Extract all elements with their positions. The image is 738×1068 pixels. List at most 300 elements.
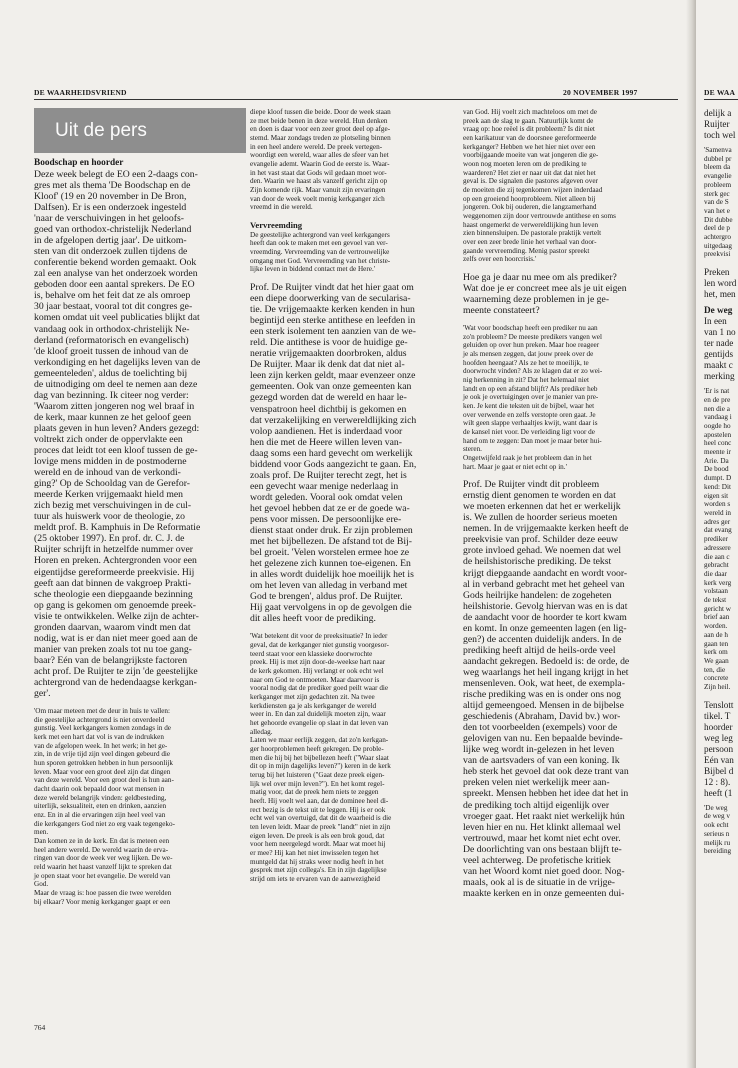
text-line: probleem xyxy=(704,180,732,189)
text-line: de aandacht voor de hoorder te kort kwam xyxy=(463,611,627,623)
text-line: steren. xyxy=(463,445,482,454)
text-line: het gelezene zich kunnen toe-eigenen. En xyxy=(250,558,411,570)
text-line: vroeger gaat. Het raakt niet werkelijk hún xyxy=(463,810,625,822)
text-line: de kerk, maar kunnen ze het geloof geen xyxy=(34,411,192,423)
column-1 xyxy=(34,108,246,906)
text-line: den. Waarin we haast als vanzelf gericht zijn op xyxy=(250,177,388,186)
text-line: vertrouwd, maar het komt niet echt over. xyxy=(463,832,621,844)
text-line: weer in. En dan zal duidelijk moeten zijn, waar xyxy=(250,710,386,719)
text-line: aan de h xyxy=(704,630,728,639)
text-line: leen zijn kerken geldt, maar evenzeer onze xyxy=(250,370,416,382)
text-line: in het vast staat dat Gods wil gedaan moet wor- xyxy=(250,168,387,177)
text-line: mensenleven. Ook, wat heet, de exempla- xyxy=(463,678,625,689)
text-line: dienst staat onder druk. Er zijn problemen xyxy=(250,525,413,537)
text-line: vraag op: hoe reëel is dit probleem? Is dit niet xyxy=(463,125,595,134)
text-line: achtergrond van de hedendaagse kerkgan- xyxy=(34,677,197,688)
col3-body-1 xyxy=(463,272,678,316)
text-line: al in verband gebracht met het geheel van xyxy=(463,578,625,590)
text-line: van 1 no xyxy=(704,327,736,338)
col2-quote-top xyxy=(250,108,455,212)
text-line: De bood xyxy=(704,465,729,474)
column-2 xyxy=(250,108,455,883)
text-line: evangelie xyxy=(704,172,732,181)
text-line: plaats geven in hun leven? Anders gezegd: xyxy=(34,422,200,434)
column-3 xyxy=(463,108,678,899)
text-line: uiterlijk, seksualiteit, eten en drinken, aanzien xyxy=(34,802,167,811)
text-line: merking xyxy=(704,371,735,382)
text-line: Tenslott xyxy=(704,699,734,710)
text-line: evangelie ademt. Waarin God de eerste is. Waar- xyxy=(250,159,390,168)
text-line: preek aan de slag te gaan. Natuurlijk komt de xyxy=(463,116,594,125)
text-line: is, behalve om het feit dat ze als omroep xyxy=(34,290,191,302)
col1-quote-2 xyxy=(34,837,246,906)
text-line: Dalfsen). Er is een onderzoek ingesteld xyxy=(34,201,187,213)
text-line: vooral nodig dat de prediker goed peilt waar die xyxy=(250,684,389,693)
text-line: jongeren. Ook bij ouderen, die langzamerhand xyxy=(463,203,597,212)
text-line: de uitnodiging om deel te nemen aan deze xyxy=(34,378,198,390)
text-line: kerk verg xyxy=(704,578,732,587)
text-line: weg waarlangs het heil ingang krijgt in het xyxy=(463,666,629,678)
text-line: ook echt xyxy=(704,821,729,830)
text-line: landt en op een afstand blijft? Als prediker heb xyxy=(463,384,598,393)
text-line: spreekt. Mensen hebben het idee dat het in xyxy=(463,788,629,800)
text-line: waarderen? Het ziet er naar uit dat dat niet het xyxy=(463,168,596,177)
text-line: gronden daarvan, waarom vindt men dat xyxy=(34,621,191,633)
text-line: sche theologie een diepgaande bezinning xyxy=(34,588,193,600)
text-line: ten, die xyxy=(704,665,726,674)
text-line: venspatroon heel dichtbij is gekomen en xyxy=(250,403,407,415)
text-line: gemeenten. Ook van onze gemeenten kan xyxy=(250,381,412,393)
text-line: en de pre xyxy=(704,395,731,404)
text-line: Preken xyxy=(704,267,730,278)
text-line: gebracht xyxy=(704,561,729,570)
text-line: rische prediking was en is onder ons nog xyxy=(463,689,621,701)
text-line: komen omdat uit veel publicaties blijkt dat xyxy=(34,312,200,324)
text-line: strijd om iets te ervaren van de aanwezigheid xyxy=(250,874,380,883)
text-line: en komt. In onze gemeenten lagen (en lig- xyxy=(463,622,627,634)
spill-a xyxy=(704,108,738,141)
text-line: De doorlichting van ons bestaan blijft te- xyxy=(463,843,622,855)
text-line: persoon xyxy=(704,743,734,754)
text-line: meerde Kerken vrijgemaakt hield men xyxy=(34,489,184,501)
text-line: woon nog moeten leren om de prediking te xyxy=(463,159,587,168)
text-line: die aan c xyxy=(704,552,730,561)
text-line: ringen van door de week ver weg lijken. De we- xyxy=(34,854,173,863)
text-line: 'Samenva xyxy=(704,146,732,154)
text-line: Horen en preken. Achtergronden voor een xyxy=(34,555,197,567)
text-line: prediking heeft altijd de heils-orde veel xyxy=(463,644,616,656)
section-banner: Uit de pers xyxy=(34,108,246,153)
text-line: nen die a xyxy=(704,404,730,413)
text-line: preken velen niet werkelijk meer aan- xyxy=(463,777,610,789)
text-line: dubbel pr xyxy=(704,154,732,163)
text-line: delijk a xyxy=(704,108,732,118)
text-line: deel de p xyxy=(704,224,730,233)
text-line: 'Wat betekent dit voor de preeksituatie? In ieder xyxy=(250,632,388,641)
text-line: begintijd een sterke antithese en leefden in xyxy=(250,315,416,327)
text-line: Laten we maar eerlijk zeggen, dat zo'n kerkgan- xyxy=(250,736,389,745)
text-line: rect bezig is de tekst uit te leggen. Hij is er ook xyxy=(250,805,386,814)
text-line: meente constateert? xyxy=(463,304,540,316)
text-line: tuur als huiswerk voor de theologie, zo xyxy=(34,511,185,523)
text-line: teerd staat voor een klassieke doorwrochte xyxy=(250,649,373,658)
text-line: sterk gec xyxy=(704,189,730,198)
text-line: hen die met de Heere willen leven van- xyxy=(250,436,402,448)
text-line: ter nade xyxy=(704,338,734,349)
text-line: apostelen xyxy=(704,430,732,439)
text-line: bel groeit. 'Velen worstelen ermee hoe ze xyxy=(250,547,410,559)
text-line: omgang met God. Vervreemding van het christe- xyxy=(250,256,391,265)
text-line: eigentijdse gereformeerde preekvisie. Hij xyxy=(34,566,195,578)
text-line: hand om te zeggen: Dan moet je maar beter hui- xyxy=(463,436,602,445)
spill-g xyxy=(704,804,738,856)
text-line: Wat doe je er concreet mee als je uit eigen xyxy=(463,282,627,294)
text-line: volop aandienen. Het is inderdaad voor xyxy=(250,425,403,437)
text-line: het gehoorde evangelie op slaat in dat leven van xyxy=(250,719,389,728)
text-line: 'Wat voor boodschap heeft een prediker nu aan xyxy=(463,324,598,332)
text-line: melijk ru xyxy=(704,838,731,847)
col3-body-2 xyxy=(463,479,678,899)
text-line: geluiden op over hun preken. Maar hoe reageer xyxy=(463,341,600,350)
text-line: over een zeer brede linie het verhaal van door- xyxy=(463,237,597,246)
text-line: De geestelijke achtergrond van veel kerkgangers xyxy=(250,230,390,239)
text-line: die geestelijke achtergrond is niet onverdeeld xyxy=(34,715,165,724)
text-line: terug bij het luisteren ("Gaat deze preek eigen- xyxy=(250,770,385,779)
text-line: de kerk gekomen. Hij verlangt er ook echt wel xyxy=(250,667,384,676)
spill-heading: De weg xyxy=(704,305,733,316)
text-line: die daar xyxy=(704,569,727,578)
text-line: Dit dubbe xyxy=(704,215,733,224)
text-line: gunstig. Veel kerkgangers komen zondags in de xyxy=(34,724,171,733)
text-line: enz. En in al die ervaringen zijn heel veel van xyxy=(34,810,166,819)
text-line: matig voor, dat de preek hem niets te zeggen xyxy=(250,788,379,797)
text-line: Dan komen ze in de kerk. En dat is meteen een xyxy=(34,836,170,845)
text-line: zo'n probleem? De meeste predikers vangen wel xyxy=(463,332,602,341)
text-line: hoofden heengaat? Als ze het te moeilijk, te xyxy=(463,358,589,367)
text-line: 'Er is nat xyxy=(704,387,730,396)
text-line: leven hier en nu. Het klinkt allemaal wel xyxy=(463,821,621,833)
text-line: echt wel van overtuigd, dat dit de waarheid is die xyxy=(250,814,392,823)
text-line: de tekst xyxy=(704,596,727,605)
text-line: aandacht gekregen. Bedoeld is: de orde, de xyxy=(463,655,630,667)
text-line: heel conc xyxy=(704,439,732,448)
text-line: wilt geen slappe verhaaltjes kwijt, want daar is xyxy=(463,419,598,428)
text-line: vreemding. Vervreemding van de vertrouwelijke xyxy=(250,248,390,257)
text-line: lijk wel over mijn leven?"). En het komt regel- xyxy=(250,779,385,788)
text-line: pens voor missen. De persoonlijke ere- xyxy=(250,513,402,525)
spill-f xyxy=(704,700,738,799)
text-line: altijd gemeengoed. Mensen in de bijbelse xyxy=(463,700,624,712)
text-line: reld. Die antithese is voor de huidige ge- xyxy=(250,337,408,349)
text-line: serieus n xyxy=(704,829,730,838)
text-line: een karikatuur van de doorsnee gereformeerde xyxy=(463,133,597,142)
header-rule-next xyxy=(704,99,738,100)
text-line: 'De weg xyxy=(704,803,728,812)
text-line: vreemd in die wereld. xyxy=(250,203,313,212)
text-line: in alles wordt duidelijk hoe moeilijk het is xyxy=(250,569,414,581)
text-line: op gang is gekomen om genoemde preek- xyxy=(34,599,196,611)
text-line: kerk met een hart dat vol is van de indrukken xyxy=(34,733,164,742)
text-line: deze wereld belangrijk vinden: geldbesteding, xyxy=(34,793,167,802)
text-line: meente ir xyxy=(704,448,731,457)
text-line: haast ongemerkt de verwereldlijking hun leven xyxy=(463,220,599,229)
text-line: heel andere wereld. De wereld waarin de erva- xyxy=(34,845,169,854)
text-line: weg leg xyxy=(704,732,733,743)
text-line: grote invloed gehad. We noemen dat wel xyxy=(463,545,622,557)
text-line: daag soms een hard gevecht om werkelijk xyxy=(250,447,413,459)
text-line: worden. xyxy=(704,622,728,631)
text-line: gericht w xyxy=(704,604,731,613)
text-line: geschiedenis (Abraham, David bv.) wor- xyxy=(463,711,621,723)
text-line: in de afgelopen dertig jaar'. De uitkom- xyxy=(34,235,187,247)
text-line: proces dat leidt tot een kloof tussen de ge- xyxy=(34,445,198,457)
text-line: 'de kloof groeit tussen de inhoud van de xyxy=(34,345,189,357)
text-line: de prediking toch altijd eigenlijk over xyxy=(463,799,610,811)
text-line: maakte kerken en in onze gemeenten dui- xyxy=(463,887,625,899)
text-line: nemen. In de vrijgemaakte kerken heeft de xyxy=(463,523,629,535)
spill-d xyxy=(704,316,738,382)
text-line: ging?' Op de Schooldag van de Gerefor- xyxy=(34,478,190,490)
text-line: tikel. T xyxy=(704,710,731,721)
text-line: conferentie bekend worden gemaakt. Ook xyxy=(34,257,197,269)
text-line: Hoe ga je daar nu mee om als prediker? xyxy=(463,271,617,283)
text-line: dag van bezinning. Ik citeer nog verder: xyxy=(34,389,189,401)
text-line: ger hoorproblemen heeft gekregen. De proble- xyxy=(250,744,384,753)
text-line: preekvisie van prof. Schilder deze eeuw xyxy=(463,534,618,546)
header-publication: DE WAARHEIDSVRIEND xyxy=(34,88,127,97)
text-line: gelovigen van nu. Een bepaalde bevinde- xyxy=(463,733,623,745)
text-line: kerkganger met zijn gedachten zit. Na twee xyxy=(250,693,375,702)
text-line: lijke leven in biddend contact met de Here.' xyxy=(250,265,376,274)
text-line: In een xyxy=(704,316,727,327)
col3-quote-mid xyxy=(463,324,678,471)
text-line: dat evang xyxy=(704,526,732,535)
text-line: stemd. Maar zondags treden ze plotseling binnen xyxy=(250,133,391,142)
text-line: eigen leven. De preek is als een brok goud, dat xyxy=(250,831,385,840)
page-spine xyxy=(686,0,696,1068)
text-line: ze met beide benen in deze wereld. Hun denken xyxy=(250,116,388,125)
text-line: veel achterweg. De profetische kritiek xyxy=(463,854,611,866)
header-rule xyxy=(34,99,678,100)
text-line: gezegd worden dat de wereld en haar le- xyxy=(250,392,407,404)
text-line: waarneming deze problemen in je ge- xyxy=(463,293,610,305)
text-line: Ruijter schrijft in hetzelfde nummer over xyxy=(34,544,193,556)
text-line: gen?) de accenten duidelijk anders. In de xyxy=(463,633,622,645)
text-line: preek. Hij is met zijn door-de-weekse hart naar xyxy=(250,658,386,667)
text-line: heilshistorie. Gevolg hiervan was en is dat xyxy=(463,600,628,612)
article-heading: Boodschap en hoorder xyxy=(34,158,124,168)
text-line: achtergro xyxy=(704,233,732,242)
text-line: maakt c xyxy=(704,360,733,371)
col1-quote-1 xyxy=(34,707,246,837)
text-line: er mee? Hij kan het niet inwisselen tegen het xyxy=(250,848,379,857)
text-line: in een heel andere wereld. De preek vertegen- xyxy=(250,142,383,151)
text-line: van door de week voelt menig kerkganger zich xyxy=(250,194,385,203)
text-line: brief aan xyxy=(704,613,730,622)
col2-body xyxy=(250,282,455,624)
text-line: nodig, wat is er dan niet meer goed aan de xyxy=(34,632,198,644)
text-line: volstaan xyxy=(704,587,728,596)
text-line: dacht daarin ook bepaald door wat mensen in xyxy=(34,785,165,793)
text-line: prediker xyxy=(704,535,728,544)
text-line: goed van orthodox-christelijk Nederland xyxy=(34,224,192,236)
text-line: neratie vrijgemaakten doorbroken, aldus xyxy=(250,348,407,360)
text-line: op een groeiend hoorprobleem. Niet alleen bij xyxy=(463,194,596,203)
text-line: men. xyxy=(34,828,49,837)
text-line: Hij gaat vervolgens in op de gevolgen die xyxy=(250,602,412,614)
text-line: Kloof' (19 en 20 november in De Bron, xyxy=(34,190,187,202)
text-line: acht prof. De Ruijter te zijn 'de geestelijke xyxy=(34,665,198,677)
text-line: de weg v xyxy=(704,812,730,821)
text-line: die kerkgangers God niet zo erg vaak tegengeko- xyxy=(34,819,175,828)
text-line: Arie. Da xyxy=(704,456,729,465)
text-line: zoals prof. De Ruijter terecht zegt, het is xyxy=(250,469,407,481)
col1-body xyxy=(34,169,246,699)
text-line: naar om God te ontmoeten. Maar daarvoor is xyxy=(250,675,380,684)
text-line: wereld in xyxy=(704,508,731,517)
text-line: Zijn komende rijk. Maar vanuit zijn ervaringen xyxy=(250,185,386,194)
text-line: baar? Eén van de belangrijkste factoren xyxy=(34,654,188,666)
text-line: wereld en de inhoud van de verkondi- xyxy=(34,467,181,479)
text-line: gaan ten xyxy=(704,639,729,648)
text-line: dumpt. D xyxy=(704,474,732,483)
text-line: om het leven van alledag in verband met xyxy=(250,580,408,592)
text-line: adres ger xyxy=(704,517,731,526)
text-line: Prof. De Ruijter vindt dit probleem xyxy=(463,479,600,491)
text-line: de heilshistorische prediking. De tekst xyxy=(463,556,612,568)
header-date: 20 NOVEMBER 1997 xyxy=(563,88,638,97)
spill-c xyxy=(704,267,738,300)
text-line: van de afgelopen week. In het werk; in het ge- xyxy=(34,741,168,750)
text-line: heeft (1 xyxy=(704,787,733,798)
text-line: 'naar de verschuivingen in het geloofs- xyxy=(34,213,184,225)
text-line: heeft dan ook te maken met een gevoel van ver- xyxy=(250,239,388,248)
facing-page-column xyxy=(704,108,738,856)
text-line: krijgt diepgaande aandacht en wordt voor- xyxy=(463,567,628,579)
text-line: ger'. xyxy=(34,688,51,700)
text-line: voltrekt zich onder de oppervlakte een xyxy=(34,433,183,445)
text-line: Bijbel d xyxy=(704,765,734,776)
text-line: biddend voor Gods aangezicht te gaan. En, xyxy=(250,458,417,470)
text-line: zien binnensluipen. De pastorale praktijk vertelt xyxy=(463,229,602,238)
text-line: hun sporen getrokken hebben in hun persoonlijk xyxy=(34,759,173,768)
text-line: het, men xyxy=(704,289,736,300)
text-line: doorwrocht vinden? Als ze klagen dat er zo wei- xyxy=(463,367,603,376)
text-line: we moeten erkennen dat het er werkelijk xyxy=(463,501,621,513)
text-line: visie te ontwikkelen. Welke zijn de achter- xyxy=(34,610,199,622)
text-line: Eén van xyxy=(704,754,734,765)
text-line: kerkdiensten ga je als kerkganger de wereld xyxy=(250,701,377,710)
text-line: De Ruijter. Maar ik denk dat dat niet al- xyxy=(250,359,405,371)
text-line: geval is. De signalen die pastores afgeven over xyxy=(463,177,598,186)
text-line: woordigt een wereld, waar alles de sfeer van het xyxy=(250,151,389,160)
col2-quote-sub xyxy=(250,231,455,274)
text-line: ten leven leidt. Maar de preek "landt" niet in zijn xyxy=(250,822,391,831)
text-line: meldt prof. B. Kamphuis in De Reformatie xyxy=(34,522,201,534)
text-line: adressere xyxy=(704,543,731,552)
text-line: bereiding xyxy=(704,847,732,856)
text-line: geboden door een aantal sprekers. De EO xyxy=(34,279,195,291)
text-line: heb sterk het gevoel dat ook deze trant van xyxy=(463,766,629,778)
spill-e xyxy=(704,387,738,692)
text-line: 12 : 8). xyxy=(704,776,731,787)
text-line: Maar de vraag is: hoe passen die twee werelden xyxy=(34,888,172,897)
text-line: dit alles heeft voor de prediking. xyxy=(250,613,376,625)
text-line: (25 oktober 1997). En prof. dr. C. J. de xyxy=(34,533,185,545)
text-line: je als mensen zeggen, dat jouw preek over de xyxy=(463,349,594,358)
text-line: zin, in de vrije tijd zijn veel dingen gebeurd die xyxy=(34,750,171,759)
header-next-page: DE WAA xyxy=(704,88,736,97)
text-line: alledag. xyxy=(250,727,273,736)
text-line: vandaag ook in orthodox-christelijk Ne- xyxy=(34,323,190,335)
text-line: ernstig dient genomen te worden en dat xyxy=(463,490,616,502)
text-line: een gevecht waar menige nederlaag in xyxy=(250,480,399,492)
text-line: ken. Je kent die teksten uit de bijbel, waar het xyxy=(463,401,595,410)
text-line: dat verzakelijking en verwereldlijking zich xyxy=(250,414,417,426)
text-line: een diepe doorwerking van de secularisa- xyxy=(250,293,411,305)
text-line: wordt geleden. Vooral ook omdat velen xyxy=(250,491,403,503)
text-line: gentijds xyxy=(704,349,734,360)
text-line: eigen sit xyxy=(704,491,729,500)
text-line: sten van dit onderzoek zullen tijdens de xyxy=(34,246,188,258)
text-line: zelfs over een hoorcrisis.' xyxy=(463,255,537,264)
text-line: Prof. De Ruijter vindt dat het hier gaat om xyxy=(250,282,414,293)
text-line: gemeenteleden', aldus de toelichting bij xyxy=(34,367,188,379)
text-line: kerk om xyxy=(704,648,728,657)
text-line: preekvisi xyxy=(704,250,731,259)
text-line: de kansel niet voor. De verleiding ligt voor de xyxy=(463,427,595,436)
text-line: en doen is daar voor een zeer groot deel op afge- xyxy=(250,125,391,134)
page-number: 764 xyxy=(34,1023,46,1032)
text-line: manier van preken zoals tot nu toe gang- xyxy=(34,643,192,655)
text-line: Zijn heil. xyxy=(704,683,731,692)
text-line: van God. Hij voelt zich machteloos om met de xyxy=(463,108,597,116)
text-line: van de aartsvaders of van een koning. Ik xyxy=(463,755,620,767)
text-line: 'Waarom zitten jongeren nog wel braaf in xyxy=(34,400,195,412)
subheading-vervreemding: Vervreemding xyxy=(250,219,303,230)
text-line: concrete xyxy=(704,674,729,683)
text-line: de moeiten die zij tegenkomen wijzen inderdaad xyxy=(463,185,603,194)
col2-quote-bottom xyxy=(250,632,455,883)
text-line: vandaag i xyxy=(704,413,732,422)
text-line: voorbijgaande moeite van wat jongeren die ge- xyxy=(463,151,599,160)
text-line: het gevoel hebben dat ze er de goede wa- xyxy=(250,502,410,514)
text-line: geval, dat de kerkganger niet gunstig voorgesor- xyxy=(250,641,389,650)
text-line: bij elkaar? Voor menig kerkganger gaapt er een xyxy=(34,897,171,906)
text-line: voor hem neergelegd wordt. Maar wat moet hij xyxy=(250,840,386,849)
text-line: weggenomen zijn door vertrouwde antithese en soms xyxy=(463,211,616,220)
text-line: je ook je overtuigingen over je manier van pre- xyxy=(463,393,599,402)
spill-b xyxy=(704,146,738,259)
text-line: God. xyxy=(34,880,49,889)
text-line: Gods heilrijke handelen: de zogeheten xyxy=(463,589,612,601)
text-line: lovige mens midden in de postmoderne xyxy=(34,456,187,468)
text-line: 'Om maar meteen met de deur in huis te vallen: xyxy=(34,707,171,716)
text-line: van deze wereld. Voor een groot deel is hun aan- xyxy=(34,776,174,785)
text-line: zal een analyse van het onderzoek worden xyxy=(34,268,198,280)
text-line: kerkganger? Hebben we het hier niet over een xyxy=(463,142,596,151)
text-line: dit op in mijn dagelijks leven?") keren in de kerk xyxy=(250,762,391,771)
text-line: heeft. Hij voelt wel aan, dat de dominee heel di- xyxy=(250,796,389,805)
text-line: derland (reformatorisch en evangelisch) xyxy=(34,334,189,346)
text-line: van het e xyxy=(704,206,730,215)
text-line: worden s xyxy=(704,500,731,509)
text-line: nig herkenning in zit? Dat het helemaal niet xyxy=(463,375,589,384)
col3-quote-top xyxy=(463,108,678,264)
text-line: hart. Maar je gaat er niet echt op in.' xyxy=(463,462,567,471)
text-line: tie. De vrijgemaakte kerken kenden in hun xyxy=(250,304,415,316)
text-line: van het Woord komt niet goed door. Nog- xyxy=(463,865,625,877)
